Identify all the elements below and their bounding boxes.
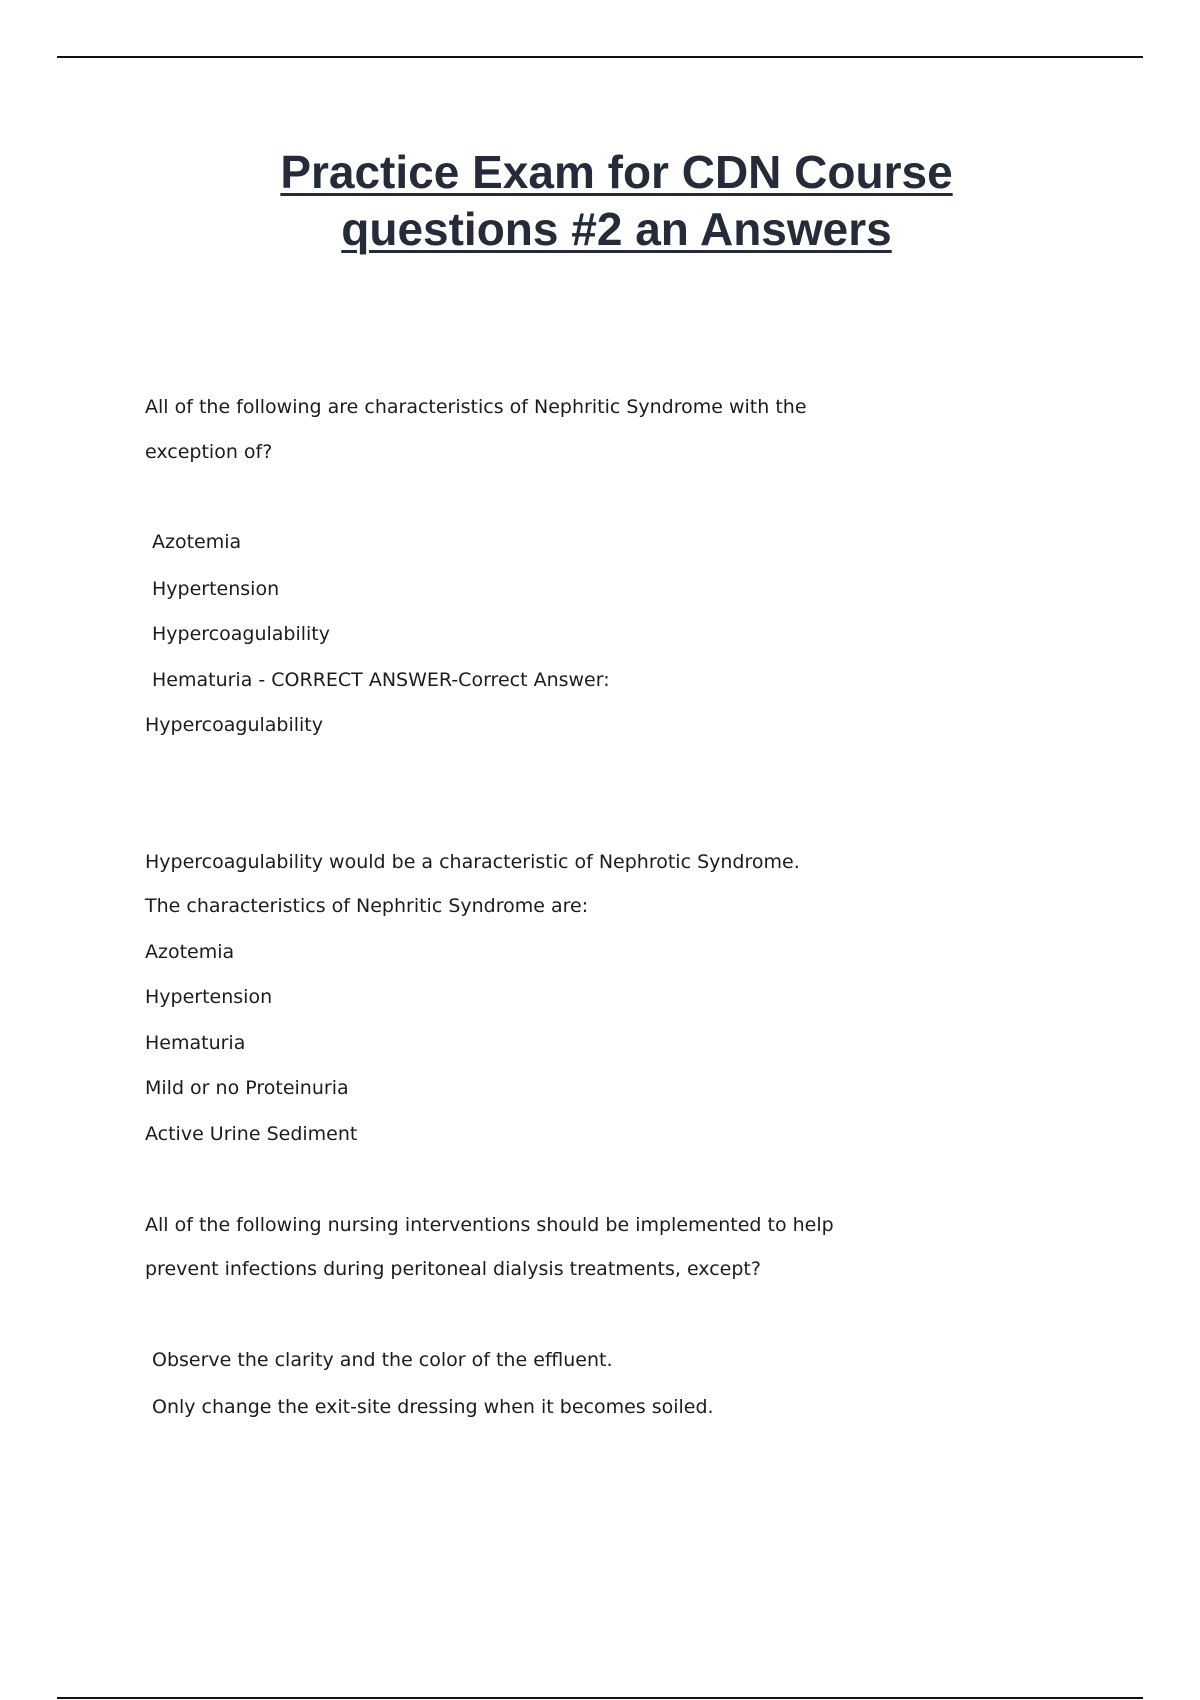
question-2-option: Only change the exit-site dressing when it becomes soiled. [152,1396,714,1418]
top-rule [57,56,1143,58]
explanation-line: Active Urine Sediment [145,1123,358,1145]
explanation-line: Hypertension [145,986,273,1008]
question-2-prompt-line-2: prevent infections during peritoneal dialysis treatments, except? [145,1258,761,1280]
bottom-rule [57,1697,1143,1699]
question-1-answer: Hypercoagulability [145,714,324,736]
question-1-option: Azotemia [152,531,242,553]
page-title [0,144,1200,258]
question-1-option: Hematuria - CORRECT ANSWER-Correct Answer: [152,669,610,691]
explanation-line: Mild or no Proteinuria [145,1077,349,1099]
question-1-prompt-line-1: All of the following are characteristics of Nephritic Syndrome with the [145,396,807,418]
question-1-prompt-line-2: exception of? [145,441,273,463]
title-line-1: Practice Exam for CDN Course [280,146,953,198]
question-2-option: Observe the clarity and the color of the effluent. [152,1349,613,1371]
title-line-2: questions #2 an Answers [341,203,892,255]
explanation-line: Hematuria [145,1032,246,1054]
question-2-prompt-line-1: All of the following nursing interventions should be implemented to help [145,1214,834,1236]
question-1-option: Hypertension [152,578,280,600]
explanation-line: Azotemia [145,941,235,963]
explanation-line: The characteristics of Nephritic Syndrome are: [145,895,589,917]
question-1-option: Hypercoagulability [152,623,331,645]
explanation-line: Hypercoagulability would be a characteristic of Nephrotic Syndrome. [145,851,800,873]
